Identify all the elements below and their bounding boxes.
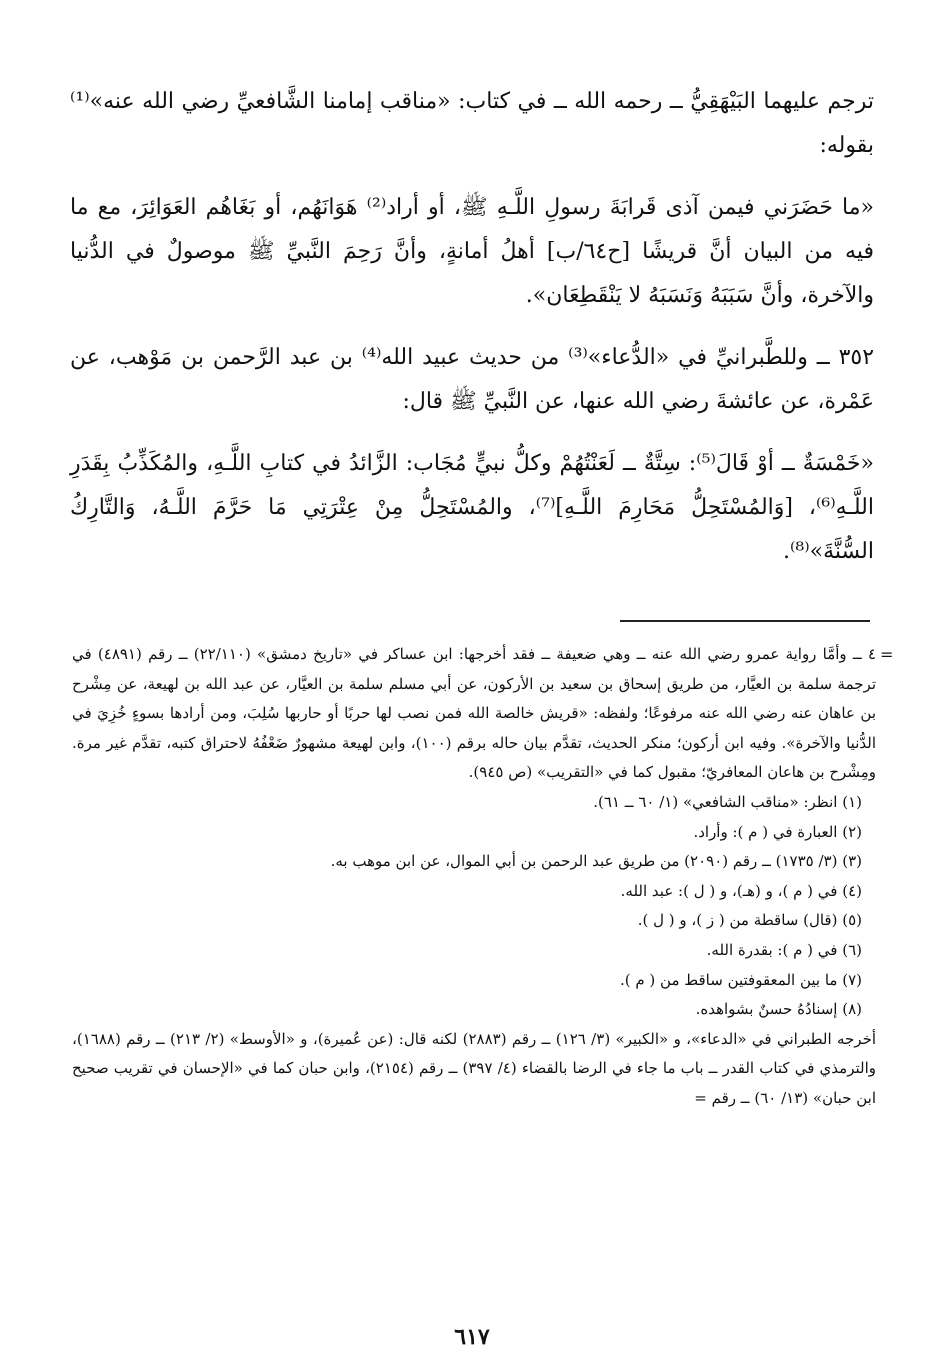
footnote-divider — [620, 620, 870, 622]
footnote-3: (٣) (٣/ ١٧٣٥) ــ رقم (٢٠٩٠) من طريق عبد الرحمن بن أبي الموال، عن ابن موهب به. — [330, 852, 862, 871]
page-number: ٦١٧ — [454, 1324, 490, 1350]
footnotes — [72, 640, 876, 1114]
footnote-1: (١) انظر: «مناقب الشافعي» (١/ ٦٠ ــ ٦١). — [593, 792, 862, 811]
intro-paragraph: ترجم عليهما البَيْهَقِيُّ ــ رحمه الله ــ في كتاب: «مناقب إمامنا الشَّافعيِّ رضي الله عنه»⁽¹⁾ بقوله: — [70, 89, 874, 158]
footnote-6: (٦) في ( م ): بقدرة الله. — [706, 940, 862, 959]
hadith-352: ٣٥٢ ــ وللطَّبرانيِّ في «الدُّعاء»⁽³⁾ من حديث عبيد الله⁽⁴⁾ بن عبد الرَّحمن بن مَوْهب، عن عَمْرة، عن عائشةَ رضي الله عنها، عن النَّبيِّ ﷺ قال: — [70, 345, 875, 414]
hadith-text: «خَمْسَةٌ ــ أوْ قَالَ⁽⁵⁾: سِتَّةٌ ــ لَعَنْتُهُمْ وكلُّ نبيٍّ مُجَاب: الزَّائدُ في كتابِ اللَّـهِ، والمُكَذِّبُ بِقَدَرِ اللَّـهِ⁽⁶⁾، [وَالمُسْتَحِلُّ مَحَارِمَ اللَّـهِ]⁽⁷⁾، والمُسْتَحِلُّ مِنْ عِتْرَتِي مَا حَرَّمَ اللَّـهُ، وَالتَّارِكُ السُّنَّةَ»⁽⁸⁾. — [70, 451, 874, 564]
footnote-8: (٨) إسنادُهُ حسنٌ بشواهده. — [695, 1000, 862, 1019]
footnote-7: (٧) ما بين المعقوفتين ساقط من ( م ). — [619, 970, 862, 989]
footnote-trailing: أخرجه الطبراني في «الدعاء»، و «الكبير» (٣/ ١٢٦) ــ رقم (٢٨٨٣) لكنه قال: (عن عُميرة)، و «الأوسط» (٢/ ٢١٣) ــ رقم (١٦٨٨)، والترمذي في كتاب القدر ــ باب ما جاء في الرضا بالقضاء (٤/ ٣٩٧) ــ رقم (٢١٥٤)، وابن حبان كما في «الإحسان في تقريب صحيح ابن حبان» (١٣/ ٦٠) ــ رقم = — [72, 1029, 877, 1107]
continuation-mark: = — [880, 645, 894, 664]
footnote-continuation: ٤ ــ وأمَّا رواية عمرو رضي الله عنه ــ وهي ضعيفة ــ فقد أخرجها: ابن عساكر في «تاريخ دمشق» (٢٢/١١٠) ــ رقم (٤٨٩١) في ترجمة سلمة بن العيَّار، من طريق إسحاق بن سعيد بن الأركون، عن أبي مسلم سلمة بن العيَّار، عن عبد الله بن لهيعة، عن مِشْرح بن عاهان عنه رضي الله عنه مرفوعًا؛ ولفظه: «قريش خالصة الله فمن نصب لها حربًا أو حاربها سُلِبَ، ومن أرادها بسوءٍ خُزِيَ في الدُّنيا والآخرة». وفيه ابن أركون؛ منكر الحديث، تقدَّم بيان حاله برقم (١٠٠)، وابن لهيعة مشهورٌ ضَعْفُهُ لاحتراق كتبه، تقدَّم غير مرة. ومِشْرح بن هاعان المعافريّ؛ مقبول كما في «التقريب» (ص ٩٤٥). — [72, 645, 877, 782]
footnote-5: (٥) (قال) ساقطة من ( ز )، و ( ل ). — [637, 911, 862, 930]
main-text — [70, 80, 874, 574]
footnote-2: (٢) العبارة في ( م ): وأراد. — [693, 822, 862, 841]
footnote-4: (٤) في ( م )، و (هـ)، و ( ل ): عبد الله. — [620, 881, 862, 900]
quoted-passage: «ما حَضَرَني فيمن آذى قَرابَةَ رسولِ اللَّـهِ ﷺ، أو أراد⁽²⁾ هَوَانَهُم، أو بَغَاهُم العَوَائِرَ، مع ما فيه من البيان أنَّ قريشًا [ح٦٤/ب] أهلُ أمانةٍ، وأنَّ رَحِمَ النَّبيِّ ﷺ موصولٌ في الدُّنيا والآخرة، وأنَّ سَبَبَهُ وَنَسَبَهُ لا يَنْقَطِعَان». — [70, 195, 874, 308]
